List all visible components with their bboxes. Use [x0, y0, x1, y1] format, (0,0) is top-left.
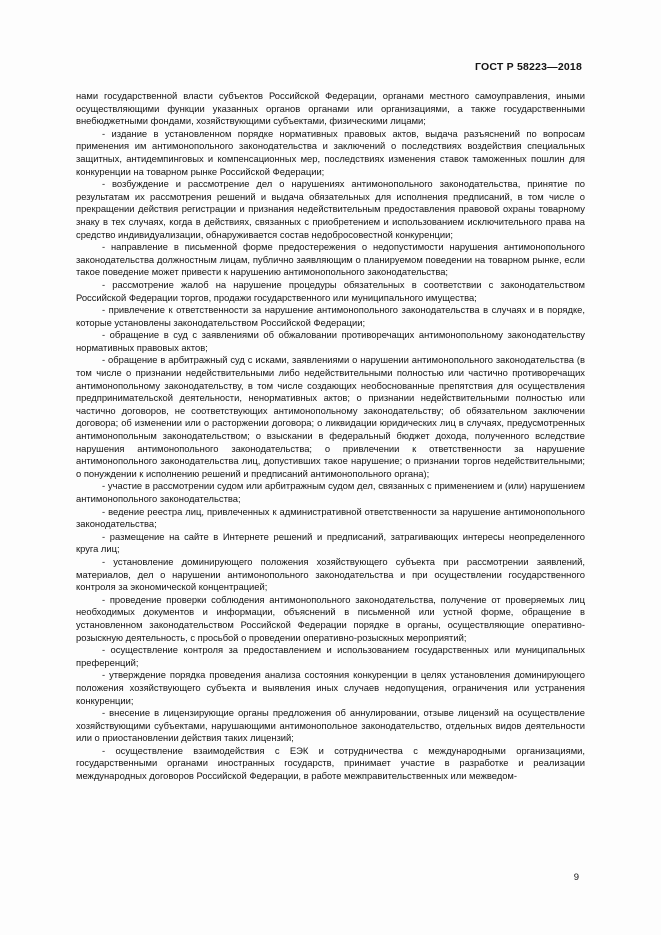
list-item: - рассмотрение жалоб на нарушение процедуры обязательных в соответствии с законодательством Российской Федерации торгов, продажи государственного или муниципального имущества;	[76, 278, 585, 303]
list-item: - проведение проверки соблюдения антимонопольного законодательства, получение от проверяемых лиц необходимых документов и информации, объяснений в письменной или устной форме, обращение в установленном законодательством Российской Федерации порядке в органы, осуществляющие оперативно-розыскную деятельность, с просьбой о проведении оперативно-розыскных мероприятий;	[76, 593, 585, 643]
list-item: - ведение реестра лиц, привлеченных к административной ответственности за нарушение антимонопольного законодательства;	[76, 505, 585, 530]
list-item: - осуществление взаимодействия с ЕЭК и сотрудничества с международными организациями, государственными органами иностранных государств, принимает участие в разработке и реализации международных договоров Российской Федерации, в работе межправительственных или межведом-	[76, 744, 585, 782]
list-item: - внесение в лицензирующие органы предложения об аннулировании, отзыве лицензий на осуществление хозяйствующими субъектами, нарушающими антимонопольное законодательство, отдельных видов деятельности или о приостановлении действия таких лицензий;	[76, 707, 585, 744]
document-code: ГОСТ Р 58223—2018	[474, 61, 582, 73]
list-item: - возбуждение и рассмотрение дел о нарушениях антимонопольного законодательства, принятие по результатам их рассмотрения решений и выдача обязательных для исполнения предписаний, в том числе о прекращении действия регистрации и признания недействительным предоставления правовой охраны товарному знаку в тех случаях, когда в действиях, связанных с приобретением и использованием исключительного права на средство индивидуализации, обнаруживается состав недобросовестной конкуренции;	[76, 178, 585, 240]
list-item: - обращение в суд с заявлениями об обжаловании противоречащих антимонопольному законодательству нормативных правовых актов;	[76, 329, 585, 353]
list-item: - издание в установленном порядке нормативных правовых актов, выдача разъяснений по вопросам применения им антимонопольного законодательства и заключений о последствиях воздействия специальных защитных, антидемпинговых и компенсационных мер, последствиях изменения ставок таможенных пошлин для конкуренции на товарном рынке Российской Федерации;	[76, 127, 585, 177]
paragraph-continuation: нами государственной власти субъектов Российской Федерации, органами местного самоуправления, иными осуществляющими функции указанных органов органами или организациями, а также государственными внебюджетными фондами, хозяйствующими субъектами, физическими лицами;	[76, 90, 585, 127]
list-item: - утверждение порядка проведения анализа состояния конкуренции в целях установления доминирующего положения хозяйствующего субъекта и выявления иных случаев недопущения, ограничения или устранения конкуренции;	[76, 669, 585, 706]
document-body	[76, 90, 585, 783]
list-item: - установление доминирующего положения хозяйствующего субъекта при рассмотрении заявлений, материалов, дел о нарушении антимонопольного законодательства и при осуществлении государственного контроля за экономической концентрацией;	[76, 555, 585, 593]
list-item: - осуществление контроля за предоставлением и использованием государственных или муниципальных преференций;	[76, 644, 585, 668]
page-number: 9	[573, 872, 579, 883]
list-item: - обращение в арбитражный суд с исками, заявлениями о нарушении антимонопольного законодательства (в том числе о признании недействительными либо недействительными полностью или частично противоречащих антимонопольному законодательству, в том числе создающих необоснованные препятствия для осуществления предпринимательской деятельности, ненормативных актов; о признании недействительными полностью или частично договоров, не соответствующих антимонопольному законодательству; об обязательном заключении договора; об изменении или о расторжении договора; о ликвидации юридических лиц в случаях, предусмотренных антимонопольным законодательством; о взыскании в федеральный бюджет дохода, полученного вследствие нарушения антимонопольного законодательства; о привлечении к ответственности за нарушение антимонопольного законодательства лиц, допустивших такое нарушение; о признании торгов недействительными; о понуждении к исполнению решений и предписаний антимонопольного органа);	[76, 354, 585, 479]
list-item: - привлечение к ответственности за нарушение антимонопольного законодательства в случаях и в порядке, которые установлены законодательством Российской Федерации;	[76, 304, 585, 328]
list-item: - направление в письменной форме предостережения о недопустимости нарушения антимонопольного законодательства должностным лицам, публично заявляющим о планируемом поведении на товарном рынке, если такое поведение может привести к нарушению антимонопольного законодательства;	[76, 241, 585, 278]
list-item: - размещение на сайте в Интернете решений и предписаний, затрагивающих интересы неопределенного круга лиц;	[76, 530, 585, 555]
list-item: - участие в рассмотрении судом или арбитражным судом дел, связанных с применением и (или) нарушением антимонопольного законодательства;	[76, 480, 585, 504]
